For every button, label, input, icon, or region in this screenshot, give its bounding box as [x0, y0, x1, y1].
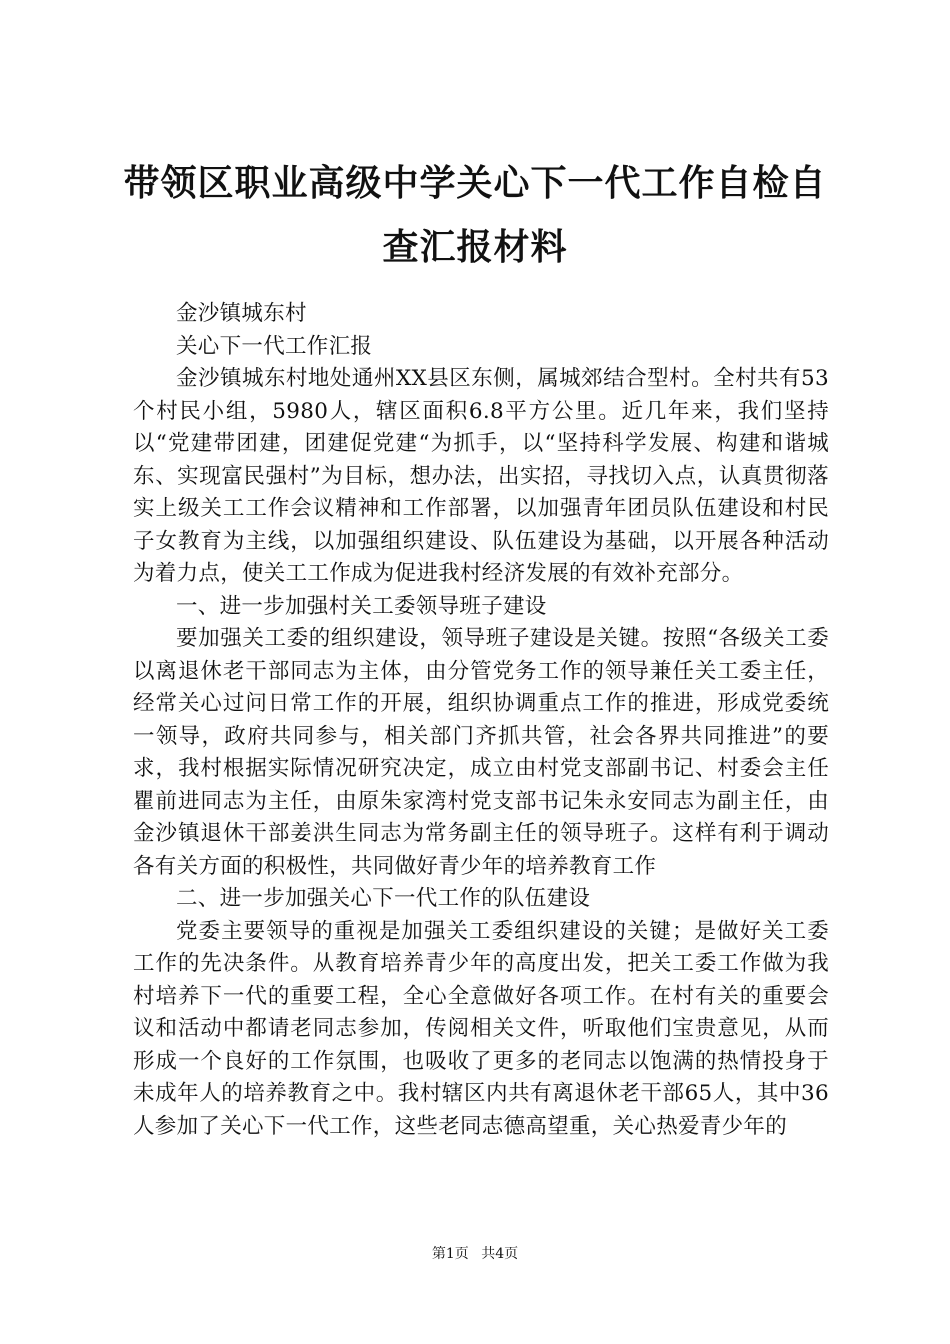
- document-body: [133, 298, 829, 1143]
- section-heading-1: 一、进一步加强村关工委领导班子建设: [176, 593, 547, 619]
- page-footer: [0, 1244, 950, 1264]
- paragraph-intro: 金沙镇城东村地处通州XX县区东侧，属城郊结合型村。全村共有53个村民小组，5980人，辖区面积6.8平方公里。近几年来，我们坚持以“党建带团建，团建促党建“为抓手，以“坚持科学发展、构建和谐城东、实现富民强村”为目标，想办法，出实招，寻找切入点，认真贯彻落实上级关工工作会议精神和工作部署，以加强青年团员队伍建设和村民子女教育为主线，以加强组织建设、队伍建设为基础，以开展各种活动为着力点，使关工工作成为促进我村经济发展的有效补充部分。: [133, 366, 829, 586]
- page-number: 第1页: [431, 1246, 469, 1262]
- paragraph-section-1: 要加强关工委的组织建设，领导班子建设是关键。按照“各级关工委以离退休老干部同志为主体，由分管党务工作的领导兼任关工委主任，经常关心过问日常工作的开展，组织协调重点工作的推进，形成党委统一领导，政府共同参与，相关部门齐抓共管，社会各界共同推进”的要求，我村根据实际情况研究决定，成立由村党支部副书记、村委会主任瞿前进同志为主任，由原朱家湾村党支部书记朱永安同志为副主任，由金沙镇退休干部姜洪生同志为常务副主任的领导班子。这样有利于调动各有关方面的积极性，共同做好青少年的培养教育工作: [133, 626, 829, 879]
- paragraph-location: 金沙镇城东村: [176, 301, 307, 326]
- document-title: 带领区职业高级中学关心下一代工作自检自查汇报材料: [123, 163, 827, 268]
- paragraph-section-2: 党委主要领导的重视是加强关工委组织建设的关键；是做好关工委工作的先决条件。从教育培养青少年的高度出发，把关工委工作做为我村培养下一代的重要工程，全心全意做好各项工作。在村有关的重要会议和活动中都请老同志参加，传阅相关文件，听取他们宝贵意见，从而形成一个良好的工作氛围，也吸收了更多的老同志以饱满的热情投身于未成年人的培养教育之中。我村辖区内共有离退休老干部65人，其中36人参加了关心下一代工作，这些老同志德高望重，关心热爱青少年的: [133, 918, 829, 1139]
- page-total: 共4页: [481, 1246, 519, 1262]
- paragraph-subtitle: 关心下一代工作汇报: [176, 333, 373, 359]
- section-heading-2: 二、进一步加强关心下一代工作的队伍建设: [176, 886, 591, 911]
